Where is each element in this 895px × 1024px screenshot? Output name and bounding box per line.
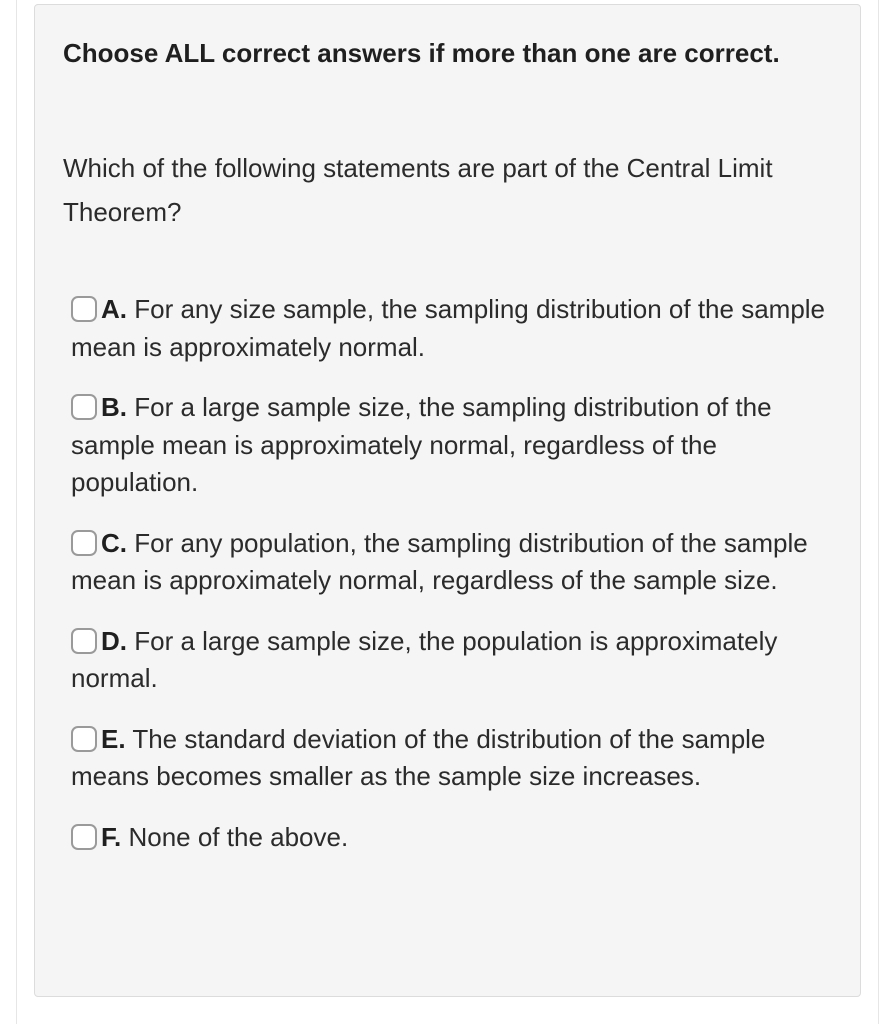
checkbox-icon[interactable] [71,628,97,654]
answer-options [71,291,841,856]
page [16,0,879,1024]
question-text: Which of the following statements are part of the Central Limit Theorem? [63,153,773,227]
option-text: For a large sample size, the sampling distribution of the sample mean is approximately normal, regardless of the population. [71,392,772,497]
option-letter: D. [101,625,127,656]
option-text: For any population, the sampling distribution of the sample mean is approximately normal, regardless of the sample size. [71,527,808,595]
option-b[interactable] [71,389,841,502]
option-letter: C. [101,527,127,558]
instruction-text: Choose ALL correct answers if more than one are correct. [63,38,780,68]
checkbox-icon[interactable] [71,394,97,420]
option-text: For a large sample size, the population is approximately normal. [71,625,778,693]
option-a[interactable] [71,291,841,366]
option-letter: E. [101,723,126,754]
option-text: For any size sample, the sampling distribution of the sample mean is approximately normal. [71,294,826,362]
question-card [34,4,861,997]
option-letter: F. [101,821,122,852]
option-e[interactable] [71,721,841,796]
option-letter: B. [101,392,127,422]
checkbox-icon[interactable] [71,296,97,322]
option-text: None of the above. [128,821,349,852]
option-c[interactable] [71,525,841,600]
checkbox-icon[interactable] [71,824,97,850]
option-f[interactable] [71,819,841,857]
checkbox-icon[interactable] [71,726,97,752]
option-d[interactable] [71,623,841,698]
option-text: The standard deviation of the distribution of the sample means becomes smaller as the sample size increases. [71,723,766,791]
option-letter: A. [101,294,127,324]
checkbox-icon[interactable] [71,530,97,556]
